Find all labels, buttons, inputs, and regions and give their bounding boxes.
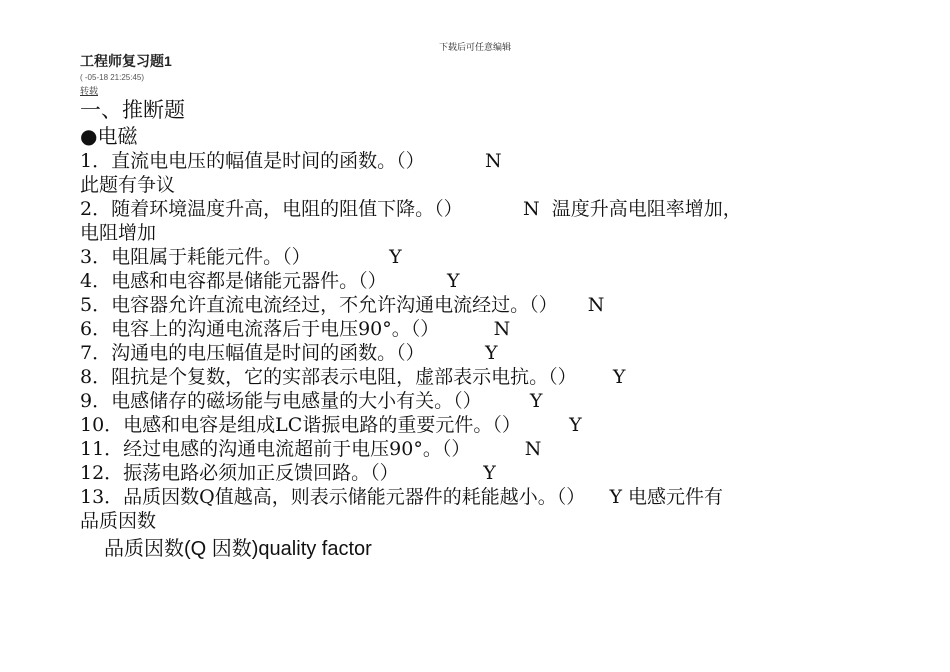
question-item — [80, 341, 880, 365]
answer-gap — [470, 438, 524, 460]
answer-mark: Y — [569, 414, 582, 436]
section-heading: 一、推断题 — [80, 98, 185, 122]
document-body — [80, 52, 880, 563]
question-item — [80, 197, 880, 221]
answer-mark: Y — [485, 342, 498, 364]
question-list — [80, 149, 880, 533]
question-text: 1．直流电电压的幅值是时间的函数。（） — [80, 150, 425, 172]
answer-mark: Y — [612, 366, 626, 388]
answer-gap — [425, 150, 485, 172]
question-item — [80, 293, 880, 317]
answer-gap — [585, 486, 609, 508]
page-title: 工程师复习题1 — [80, 53, 172, 69]
question-text: 10．电感和电容是组成LC谐振电路的重要元件。（） — [80, 414, 521, 436]
question-continuation: 电阻增加 — [80, 222, 157, 244]
answer-mark: Y — [609, 486, 622, 508]
footer-term: 品质因数(Q 因数)quality factor — [104, 538, 372, 560]
answer-gap — [482, 390, 530, 412]
answer-gap — [521, 414, 569, 436]
question-item — [80, 269, 880, 293]
question-text: 5．电容器允许直流电流经过，不允许沟通电流经过。（） — [80, 294, 558, 316]
question-text: 7．沟通电的电压幅值是时间的函数。（） — [80, 342, 425, 364]
question-item — [80, 389, 880, 413]
answer-mark: Y — [483, 462, 496, 484]
question-item — [80, 365, 880, 389]
answer-mark: Y — [389, 246, 402, 268]
answer-mark: Y — [529, 390, 543, 412]
answer-gap — [387, 270, 447, 292]
answer-gap — [311, 246, 390, 268]
question-item — [80, 461, 880, 485]
question-item — [80, 149, 880, 173]
question-text: 12．振荡电路必须加正反馈回路。（） — [80, 462, 399, 484]
answer-mark: N — [523, 198, 540, 220]
answer-gap — [577, 366, 613, 388]
answer-gap — [425, 342, 485, 364]
answer-note: 温度升高电阻率增加， — [539, 198, 742, 220]
question-item — [80, 413, 880, 437]
answer-gap — [439, 318, 493, 340]
question-text: 3．电阻属于耗能元件。（） — [80, 246, 311, 268]
answer-gap — [558, 294, 588, 316]
question-text: 9．电感储存的磁场能与电感量的大小有关。（） — [80, 390, 482, 412]
post-date: ( -05-18 21:25:45) — [80, 73, 145, 82]
answer-gap — [399, 462, 484, 484]
header-note: 下载后可任意编辑 — [438, 42, 511, 52]
question-item — [80, 245, 880, 269]
question-item — [80, 317, 880, 341]
subsection-heading: ●电磁 — [80, 124, 138, 148]
question-text: 11．经过电感的沟通电流超前于电压90°。（） — [80, 438, 471, 460]
question-item — [80, 485, 880, 509]
repost-link[interactable]: 转载 — [80, 86, 99, 96]
question-continuation: 品质因数 — [80, 510, 157, 532]
answer-mark: N — [524, 438, 542, 460]
answer-mark: N — [485, 150, 502, 172]
question-text: 4．电感和电容都是储能元器件。（） — [80, 270, 387, 292]
answer-gap — [463, 198, 523, 220]
answer-mark: N — [587, 294, 605, 316]
answer-note: 电感元件有 — [621, 486, 724, 508]
question-continuation: 此题有争议 — [80, 174, 176, 196]
question-item — [80, 437, 880, 461]
question-text: 8．阻抗是个复数，它的实部表示电阻，虚部表示电抗。（） — [80, 366, 577, 388]
question-text: 2．随着环境温度升高，电阻的阻值下降。（） — [80, 198, 463, 220]
answer-mark: Y — [447, 270, 460, 292]
answer-mark: N — [493, 318, 511, 340]
question-text: 13．品质因数Q值越高，则表示储能元器件的耗能越小。（） — [80, 486, 586, 508]
question-text: 6．电容上的沟通电流落后于电压90°。（） — [80, 318, 440, 340]
